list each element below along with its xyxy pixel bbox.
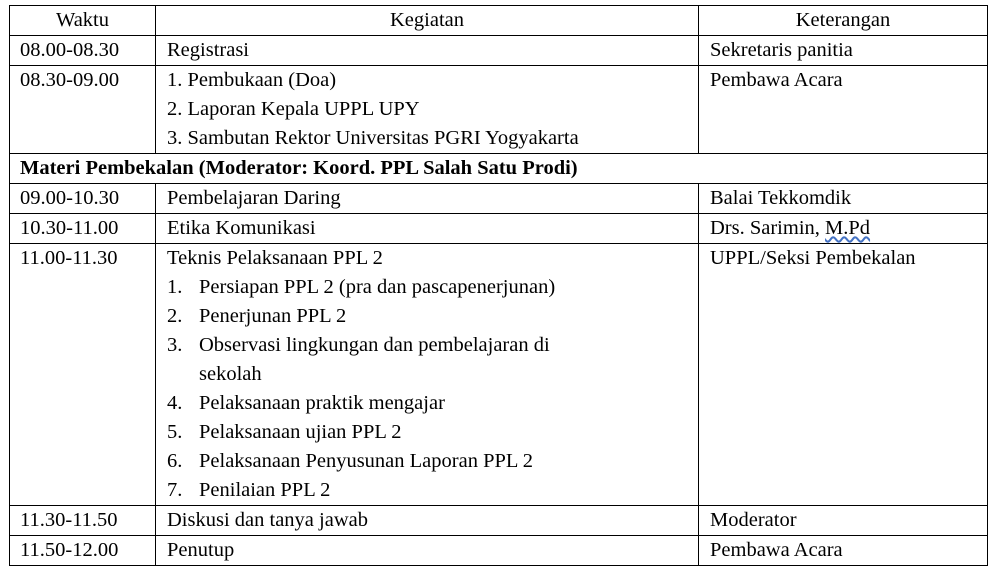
table-row [10, 536, 988, 566]
table-row [10, 184, 988, 214]
table-row [10, 506, 988, 536]
header-kegiatan: Kegiatan [156, 6, 699, 36]
time-cell: 08.30-09.00 [10, 66, 156, 154]
table-row [10, 244, 988, 506]
time-cell: 10.30-11.00 [10, 214, 156, 244]
note-cell: Moderator [699, 506, 988, 536]
activity-line: 2. Laporan Kepala UPPL UPY [167, 98, 420, 120]
activity-line: Pembelajaran Daring [167, 187, 341, 209]
list-item-continuation: sekolah [199, 363, 262, 385]
activity-cell [156, 184, 699, 214]
section-row [10, 154, 988, 184]
note-cell: Pembawa Acara [699, 66, 988, 154]
activity-line: 3. Sambutan Rektor Universitas PGRI Yogyakarta [167, 127, 579, 149]
list-item: 3. Observasi lingkungan dan pembelajaran di [167, 334, 550, 356]
time-cell: 11.50-12.00 [10, 536, 156, 566]
time-cell: 08.00-08.30 [10, 36, 156, 66]
activity-line: Etika Komunikasi [167, 217, 316, 239]
header-row [10, 6, 988, 36]
time-cell: 11.00-11.30 [10, 244, 156, 506]
note-cell: UPPL/Seksi Pembekalan [699, 244, 988, 506]
table-row [10, 36, 988, 66]
note-cell: Sekretaris panitia [699, 36, 988, 66]
table-row [10, 214, 988, 244]
schedule-table [9, 5, 988, 566]
list-item: 1. Persiapan PPL 2 (pra dan pascapenerjunan) [167, 276, 556, 298]
activity-line: 1. Pembukaan (Doa) [167, 69, 337, 91]
note-cell: Balai Tekkomdik [699, 184, 988, 214]
note-cell: Pembawa Acara [699, 536, 988, 566]
activity-cell [156, 244, 699, 506]
list-item: 2. Penerjunan PPL 2 [167, 305, 347, 327]
activity-cell [156, 36, 699, 66]
activity-cell [156, 66, 699, 154]
activity-cell [156, 214, 699, 244]
time-cell: 09.00-10.30 [10, 184, 156, 214]
list-item: 7. Penilaian PPL 2 [167, 479, 331, 501]
activity-title: Teknis Pelaksanaan PPL 2 [167, 247, 383, 269]
activity-cell [156, 536, 699, 566]
note-degree: M.Pd [825, 217, 871, 239]
activity-cell [156, 506, 699, 536]
activity-line: Penutup [167, 539, 235, 561]
list-item: 4. Pelaksanaan praktik mengajar [167, 392, 445, 414]
list-item: 5. Pelaksanaan ujian PPL 2 [167, 421, 402, 443]
header-waktu: Waktu [10, 6, 156, 36]
header-keterangan: Keterangan [699, 6, 988, 36]
list-item: 6. Pelaksanaan Penyusunan Laporan PPL 2 [167, 450, 534, 472]
time-cell: 11.30-11.50 [10, 506, 156, 536]
note-prefix: Drs. Sarimin, [710, 217, 826, 239]
table-row [10, 66, 988, 154]
section-heading: Materi Pembekalan (Moderator: Koord. PPL Salah Satu Prodi) [10, 154, 988, 184]
activity-line: Diskusi dan tanya jawab [167, 509, 368, 531]
activity-line: Registrasi [167, 39, 249, 61]
note-cell [699, 214, 988, 244]
